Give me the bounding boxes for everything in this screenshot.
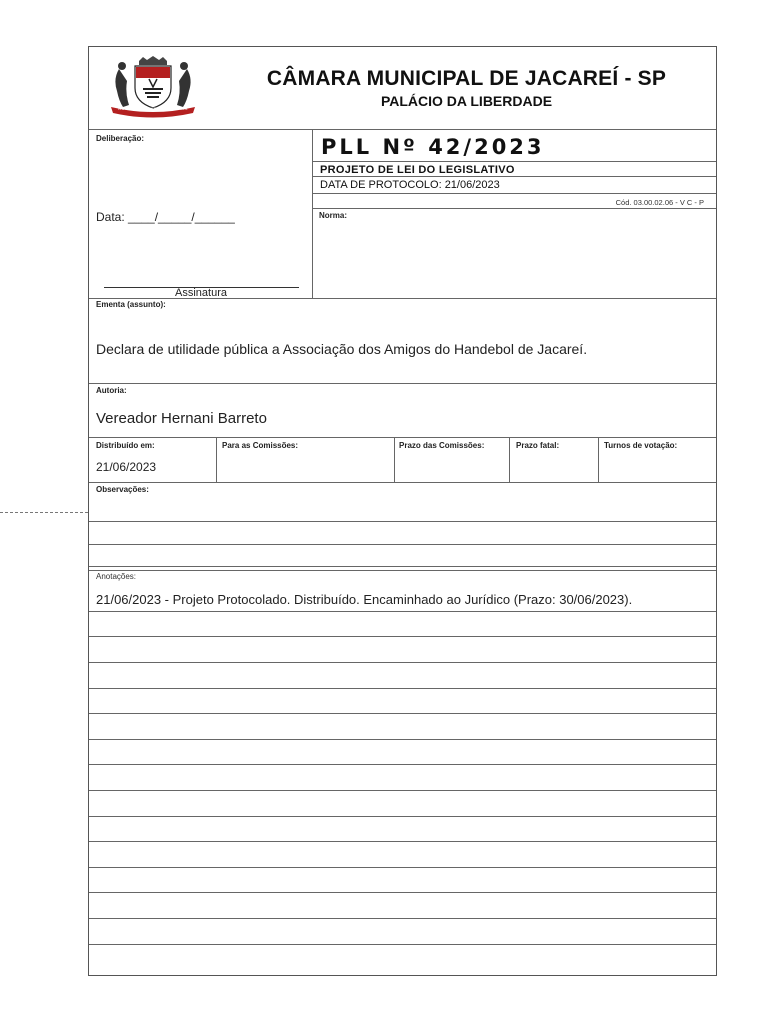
document-form xyxy=(88,46,717,976)
distribuido-value: 21/06/2023 xyxy=(96,460,157,474)
divider xyxy=(89,383,716,384)
protocol-date: DATA DE PROTOCOLO: 21/06/2023 xyxy=(320,179,500,191)
divider xyxy=(312,161,716,162)
project-number: PLL Nº 42/2023 xyxy=(321,135,545,159)
turnos-label: Turnos de votação: xyxy=(604,441,678,450)
divider xyxy=(312,208,716,209)
ruled-line xyxy=(89,816,716,817)
ementa-text: Declara de utilidade pública a Associação dos Amigos do Handebol de Jacareí. xyxy=(96,341,588,357)
divider xyxy=(216,437,217,482)
ruled-line xyxy=(89,841,716,842)
ruled-line xyxy=(89,662,716,663)
divider xyxy=(89,566,716,567)
ruled-line xyxy=(89,918,716,919)
divider xyxy=(394,437,395,482)
signature-label: Assinatura xyxy=(175,287,227,299)
ruled-line xyxy=(89,790,716,791)
divider xyxy=(312,193,716,194)
divider xyxy=(89,437,716,438)
page-subtitle: PALÁCIO DA LIBERDADE xyxy=(380,93,553,109)
divider xyxy=(89,570,716,571)
ruled-line xyxy=(89,867,716,868)
distribuido-label: Distribuído em: xyxy=(96,441,155,450)
page-title: CÂMARA MUNICIPAL DE JACAREÍ - SP xyxy=(266,67,667,90)
anotacoes-label: Anotações: xyxy=(96,572,137,581)
comissoes-label: Para as Comissões: xyxy=(222,441,299,450)
ruled-line xyxy=(89,713,716,714)
divider xyxy=(89,482,716,483)
deliberacao-label: Deliberação: xyxy=(96,134,145,143)
seal-motto: NOS HEREDITATEM LIBERTAS xyxy=(118,106,188,111)
divider xyxy=(598,437,599,482)
project-type: PROJETO DE LEI DO LEGISLATIVO xyxy=(320,164,515,176)
ruled-line xyxy=(89,739,716,740)
autoria-text: Vereador Hernani Barreto xyxy=(96,410,267,427)
margin-dashed-line xyxy=(0,512,88,513)
observacoes-label: Observações: xyxy=(96,485,149,494)
ruled-line xyxy=(89,892,716,893)
ruled-line xyxy=(89,636,716,637)
deliberacao-date-field: Data: ____/_____/______ xyxy=(96,210,235,224)
norma-label: Norma: xyxy=(319,211,348,220)
anotacao-entry: 21/06/2023 - Projeto Protocolado. Distribuído. Encaminhado ao Jurídico (Prazo: 30/06/2023). xyxy=(96,592,633,607)
document-code: Cód. 03.00.02.06 - V C - P xyxy=(615,198,704,207)
ruled-line xyxy=(89,764,716,765)
divider xyxy=(89,544,716,545)
divider xyxy=(89,298,716,299)
ruled-line xyxy=(89,688,716,689)
divider xyxy=(89,129,716,130)
ruled-line xyxy=(89,944,716,945)
divider xyxy=(312,129,313,299)
divider xyxy=(509,437,510,482)
prazo-comissoes-label: Prazo das Comissões: xyxy=(399,441,485,450)
divider xyxy=(312,176,716,177)
ementa-label: Ementa (assunto): xyxy=(96,300,166,309)
prazo-fatal-label: Prazo fatal: xyxy=(516,441,560,450)
autoria-label: Autoria: xyxy=(96,386,127,395)
ruled-line xyxy=(89,611,716,612)
divider xyxy=(89,521,716,522)
